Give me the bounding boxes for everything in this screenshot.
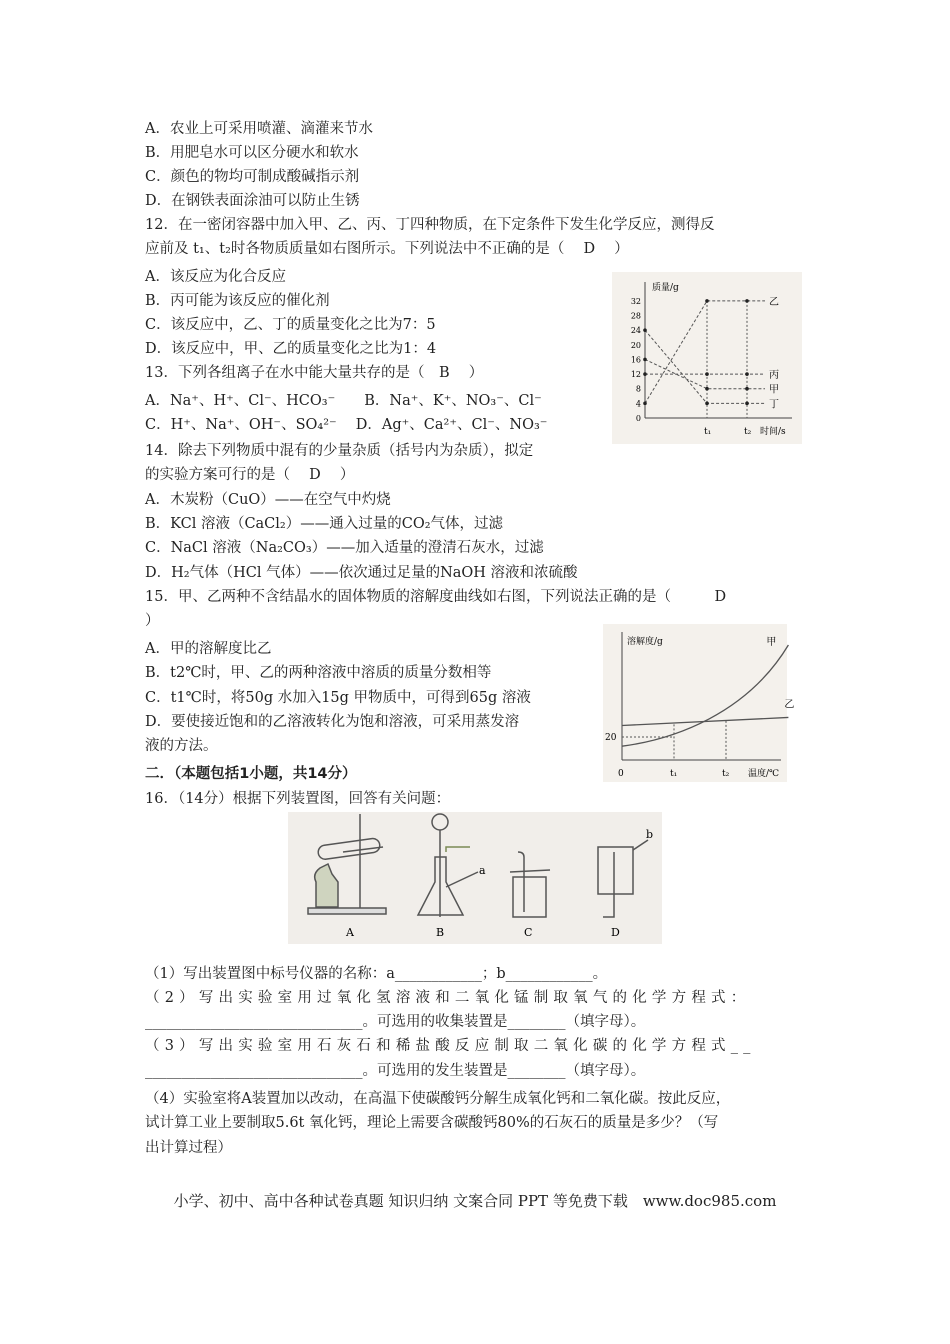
text-line: D．在钢铁表面涂油可以防止生锈 <box>145 193 360 209</box>
callout-a: a <box>479 864 486 877</box>
data-point <box>745 402 749 406</box>
text-line: （3）写出实验室用石灰石和稀盐酸反应制取二氧化碳的化学方程式__ <box>145 1038 756 1054</box>
y-tick-label: 28 <box>630 311 641 321</box>
apparatus-label-b: B <box>436 926 445 939</box>
x-tick-label: t₁ <box>670 769 678 779</box>
text-line: C．H⁺、Na⁺、OH⁻、SO₄²⁻ D．Ag⁺、Ca²⁺、Cl⁻、NO₃⁻ <box>145 417 548 433</box>
callout-b: b <box>646 828 654 841</box>
apparatus-label-a: A <box>346 926 354 939</box>
apparatus-label-c: C <box>524 926 533 939</box>
text-line: C．NaCl 溶液（Na₂CO₃）——加入适量的澄清石灰水，过滤 <box>145 540 544 556</box>
data-point <box>643 372 647 376</box>
series-label: 乙 <box>784 699 795 711</box>
y-tick-label: 20 <box>605 733 617 743</box>
series-label: 甲 <box>766 637 777 648</box>
y-tick-label: 4 <box>635 399 641 409</box>
y-tick-label: 0 <box>635 414 641 423</box>
y-tick-label: 24 <box>630 326 641 336</box>
text-line: B．t2℃时，甲、乙的两种溶液中溶质的质量分数相等 <box>145 665 492 681</box>
data-point <box>705 402 709 406</box>
text-line: （4）实验室将A装置加以改动，在高温下使碳酸钙分解生成氧化钙和二氧化碳。按此反应， <box>145 1091 731 1107</box>
text-line: 15．甲、乙两种不含结晶水的固体物质的溶解度曲线如右图，下列说法正确的是（ D <box>145 589 727 605</box>
text-line: 液的方法。 <box>145 738 218 754</box>
apparatus-figure <box>288 812 662 944</box>
data-point <box>705 387 709 391</box>
x-tick-label: t₂ <box>744 427 752 437</box>
data-point <box>745 299 749 303</box>
text-line: 12．在一密闭容器中加入甲、乙、丙、丁四种物质，在下定条件下发生化学反应，测得反 <box>145 217 715 233</box>
data-point <box>705 299 709 303</box>
text-line: C．t1℃时，将50g 水加入15g 甲物质中，可得到65g 溶液 <box>145 690 531 706</box>
text-line: A．农业上可采用喷灌、滴灌来节水 <box>145 121 373 137</box>
y-tick-label: 8 <box>635 384 641 394</box>
x-axis-label: 时间/s <box>760 427 786 437</box>
text-line: D．H₂气体（HCl 气体）——依次通过足量的NaOH 溶液和浓硫酸 <box>145 565 578 581</box>
footer-text: 小学、初中、高中各种试卷真题 知识归纳 文案合同 PPT 等免费下载 www.doc985.com <box>173 1192 777 1210</box>
y-tick-label: 20 <box>630 340 641 350</box>
data-point <box>643 328 647 332</box>
section-heading: 二．（本题包括1小题，共14分） <box>145 766 357 782</box>
text-line: D．要使接近饱和的乙溶液转化为饱和溶液，可采用蒸发溶 <box>145 714 520 730</box>
text-line: B．用肥皂水可以区分硬水和软水 <box>145 145 359 161</box>
text-line: （1）写出装置图中标号仪器的名称：a____________；b____________。 <box>145 966 608 982</box>
text-line: 试计算工业上要制取5.6t 氧化钙，理论上需要含碳酸钙80%的石灰石的质量是多少？（写 <box>145 1115 719 1131</box>
text-line: B．KCl 溶液（CaCl₂）——通入过量的CO₂气体，过滤 <box>145 516 504 532</box>
text-line: 出计算过程） <box>145 1140 232 1156</box>
text-line: 14．除去下列物质中混有的少量杂质（括号内为杂质），拟定 <box>145 443 534 459</box>
text-line: ） <box>145 613 160 629</box>
y-axis-label: 质量/g <box>652 283 679 293</box>
series-label: 丙 <box>769 370 779 382</box>
text-line: （2）写出实验室用过氧化氢溶液和二氧化锰制取氧气的化学方程式： <box>145 990 751 1006</box>
y-tick-label: 12 <box>630 370 641 380</box>
x-tick-label: t₁ <box>704 427 712 437</box>
mass-time-chart <box>612 272 802 444</box>
text-line: 16．（14分）根据下列装置图，回答有关问题： <box>145 791 451 807</box>
text-line: A．该反应为化合反应 <box>145 269 286 285</box>
y-axis-label: 溶解度/g <box>627 637 663 647</box>
text-line: C．颜色的物均可制成酸碱指示剂 <box>145 169 360 185</box>
text-line: D．该反应中，甲、乙的质量变化之比为1：4 <box>145 341 437 357</box>
text-line: A．Na⁺、H⁺、Cl⁻、HCO₃⁻ B．Na⁺、K⁺、NO₃⁻、Cl⁻ <box>145 393 542 409</box>
text-line: 的实验方案可行的是（ D ） <box>145 467 355 483</box>
x-tick-label: t₂ <box>722 769 730 779</box>
data-point <box>745 372 749 376</box>
text-line: ______________________________。可选用的发生装置是________（填字母）。 <box>145 1063 646 1079</box>
data-point <box>705 372 709 376</box>
solubility-chart <box>603 624 795 782</box>
text-line: B．丙可能为该反应的催化剂 <box>145 293 330 309</box>
text-line: A．木炭粉（CuO）——在空气中灼烧 <box>145 492 391 508</box>
text-line: C．该反应中，乙、丁的质量变化之比为7：5 <box>145 317 436 333</box>
text-line: 13．下列各组离子在水中能大量共存的是（ B ） <box>145 365 484 381</box>
text-line: A．甲的溶解度比乙 <box>145 641 272 657</box>
apparatus-label-d: D <box>611 926 620 939</box>
data-point <box>643 358 647 362</box>
text-line: ______________________________。可选用的收集装置是________（填字母）。 <box>145 1014 646 1030</box>
x-tick-label: 0 <box>618 769 624 779</box>
series-label: 甲 <box>769 384 779 396</box>
chart-background <box>603 624 787 782</box>
y-tick-label: 16 <box>630 355 641 365</box>
y-tick-label: 32 <box>630 296 641 306</box>
text-line: 应前及 t₁、t₂时各物质质量如右图所示。下列说法中不正确的是（ D ） <box>145 241 629 257</box>
data-point <box>745 387 749 391</box>
series-label: 丁 <box>769 399 779 411</box>
data-point <box>643 402 647 406</box>
series-label: 乙 <box>769 296 779 308</box>
x-axis-label: 温度/℃ <box>748 769 780 779</box>
